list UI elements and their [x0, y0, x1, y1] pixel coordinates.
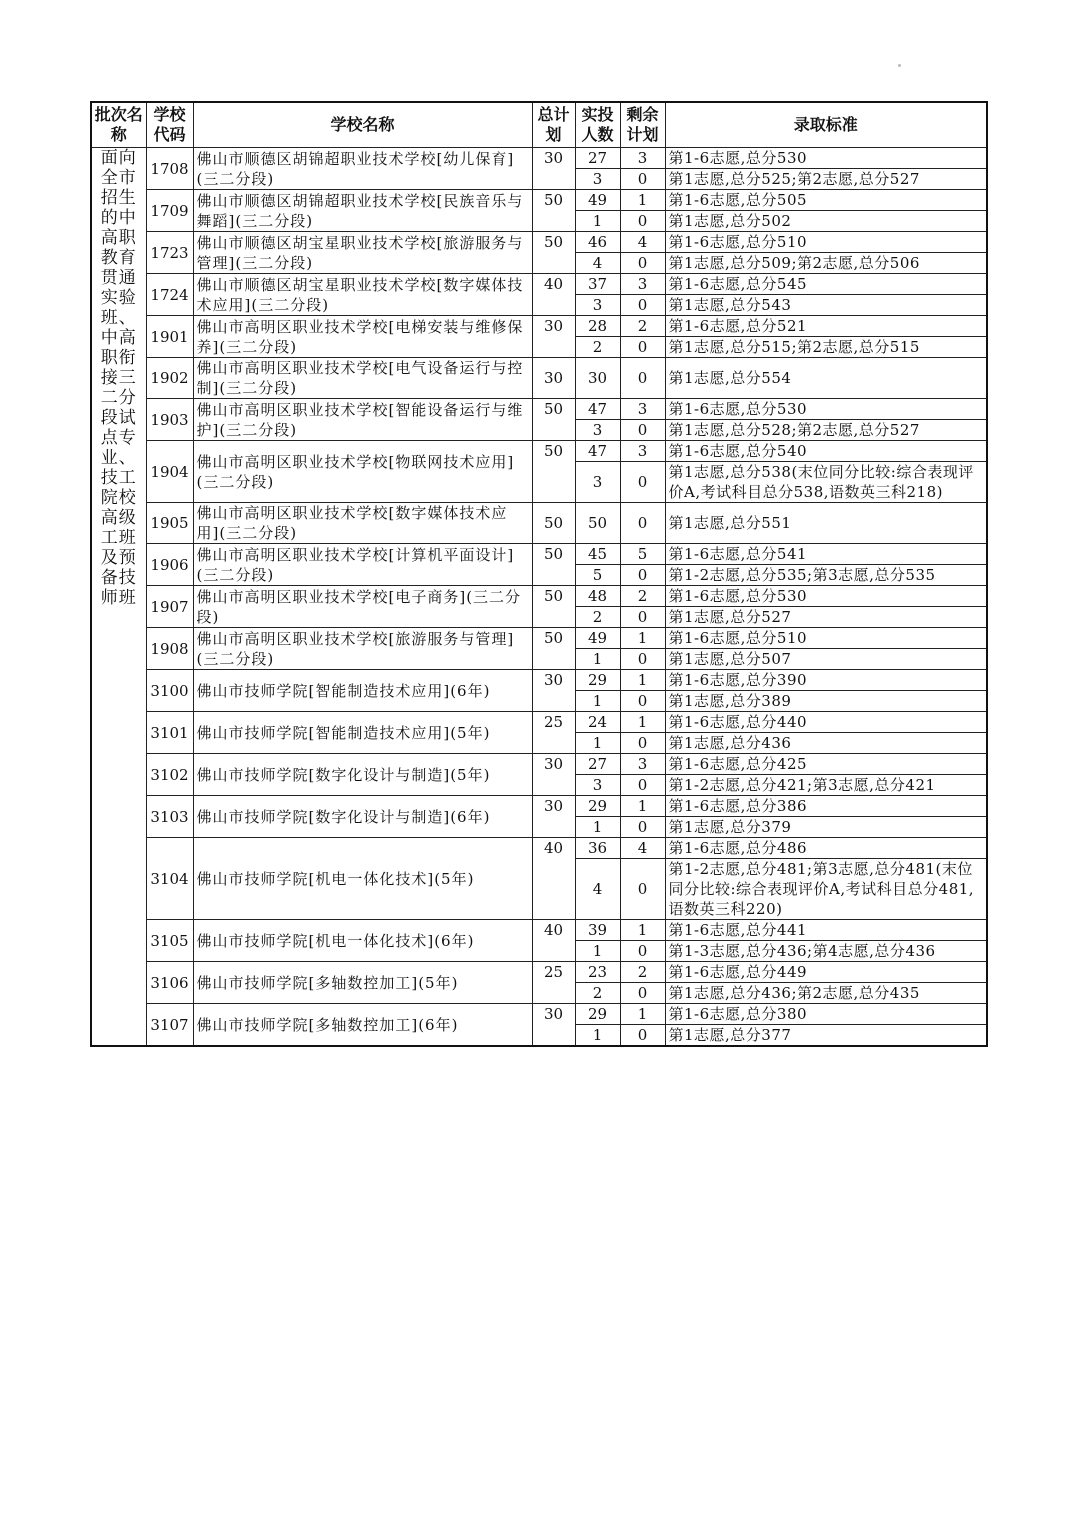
remaining-plan: 1	[620, 920, 665, 941]
remaining-plan: 0	[620, 691, 665, 712]
admission-standard: 第1-6志愿,总分386	[665, 796, 987, 817]
school-name: 佛山市技师学院[数字化设计与制造](5年)	[193, 754, 532, 796]
table-row	[91, 712, 987, 733]
school-name: 佛山市技师学院[智能制造技术应用](6年)	[193, 670, 532, 712]
remaining-plan: 0	[620, 253, 665, 274]
admitted-count: 49	[575, 628, 620, 649]
school-code: 1723	[146, 232, 193, 274]
total-plan: 30	[532, 1004, 575, 1047]
table-row	[91, 358, 987, 399]
admitted-count: 1	[575, 691, 620, 712]
school-code: 3106	[146, 962, 193, 1004]
header-total: 总计划	[532, 102, 575, 148]
school-name: 佛山市高明区职业技术学校[旅游服务与管理](三二分段)	[193, 628, 532, 670]
admitted-count: 2	[575, 983, 620, 1004]
admitted-count: 23	[575, 962, 620, 983]
admission-standard: 第1志愿,总分507	[665, 649, 987, 670]
school-code: 1708	[146, 148, 193, 190]
total-plan: 25	[532, 962, 575, 1004]
school-code: 3102	[146, 754, 193, 796]
admitted-count: 46	[575, 232, 620, 253]
header-school: 学校名称	[193, 102, 532, 148]
admitted-count: 50	[575, 503, 620, 544]
remaining-plan: 0	[620, 337, 665, 358]
table-row	[91, 796, 987, 817]
admission-standard: 第1-6志愿,总分540	[665, 441, 987, 462]
table-row	[91, 544, 987, 565]
admission-standard: 第1志愿,总分554	[665, 358, 987, 399]
admission-standard: 第1-2志愿,总分421;第3志愿,总分421	[665, 775, 987, 796]
remaining-plan: 1	[620, 628, 665, 649]
total-plan: 50	[532, 586, 575, 628]
school-name: 佛山市技师学院[多轴数控加工](5年)	[193, 962, 532, 1004]
admitted-count: 28	[575, 316, 620, 337]
total-plan: 30	[532, 358, 575, 399]
school-name: 佛山市高明区职业技术学校[电梯安装与维修保养](三二分段)	[193, 316, 532, 358]
table-row	[91, 399, 987, 420]
table-row	[91, 503, 987, 544]
table-row	[91, 670, 987, 691]
admission-standard: 第1志愿,总分515;第2志愿,总分515	[665, 337, 987, 358]
admitted-count: 30	[575, 358, 620, 399]
remaining-plan: 3	[620, 274, 665, 295]
school-code: 3103	[146, 796, 193, 838]
admitted-count: 4	[575, 253, 620, 274]
total-plan: 50	[532, 190, 575, 232]
admission-standard: 第1-6志愿,总分441	[665, 920, 987, 941]
admitted-count: 27	[575, 754, 620, 775]
header-code: 学校代码	[146, 102, 193, 148]
table-row	[91, 586, 987, 607]
remaining-plan: 0	[620, 607, 665, 628]
table-row	[91, 962, 987, 983]
remaining-plan: 0	[620, 211, 665, 232]
school-name: 佛山市技师学院[智能制造技术应用](5年)	[193, 712, 532, 754]
admission-standard: 第1-3志愿,总分436;第4志愿,总分436	[665, 941, 987, 962]
school-code: 3104	[146, 838, 193, 920]
school-code: 1903	[146, 399, 193, 441]
total-plan: 50	[532, 628, 575, 670]
admission-standard: 第1志愿,总分379	[665, 817, 987, 838]
table-row	[91, 628, 987, 649]
total-plan: 50	[532, 232, 575, 274]
remaining-plan: 0	[620, 503, 665, 544]
admitted-count: 29	[575, 796, 620, 817]
admitted-count: 1	[575, 1025, 620, 1047]
admitted-count: 24	[575, 712, 620, 733]
table-row	[91, 754, 987, 775]
table-row	[91, 274, 987, 295]
remaining-plan: 1	[620, 796, 665, 817]
remaining-plan: 0	[620, 1025, 665, 1047]
school-code: 1901	[146, 316, 193, 358]
header-admitted: 实投人数	[575, 102, 620, 148]
remaining-plan: 3	[620, 441, 665, 462]
admission-standard: 第1-6志愿,总分521	[665, 316, 987, 337]
admitted-count: 29	[575, 1004, 620, 1025]
total-plan: 50	[532, 544, 575, 586]
total-plan: 50	[532, 399, 575, 441]
admission-standard: 第1-6志愿,总分425	[665, 754, 987, 775]
school-code: 1902	[146, 358, 193, 399]
table-row	[91, 316, 987, 337]
table-row	[91, 1004, 987, 1025]
remaining-plan: 1	[620, 190, 665, 211]
remaining-plan: 3	[620, 148, 665, 169]
school-code: 1904	[146, 441, 193, 503]
total-plan: 30	[532, 148, 575, 190]
total-plan: 30	[532, 670, 575, 712]
admitted-count: 36	[575, 838, 620, 859]
admission-standard: 第1-6志愿,总分510	[665, 232, 987, 253]
header-batch: 批次名称	[91, 102, 146, 148]
admission-standard: 第1志愿,总分527	[665, 607, 987, 628]
admitted-count: 2	[575, 337, 620, 358]
remaining-plan: 4	[620, 232, 665, 253]
admitted-count: 47	[575, 399, 620, 420]
school-name: 佛山市顺德区胡宝星职业技术学校[旅游服务与管理](三二分段)	[193, 232, 532, 274]
admission-standard: 第1-6志愿,总分440	[665, 712, 987, 733]
school-code: 1709	[146, 190, 193, 232]
admission-standard: 第1-6志愿,总分486	[665, 838, 987, 859]
admission-standard: 第1志愿,总分525;第2志愿,总分527	[665, 169, 987, 190]
table-row	[91, 190, 987, 211]
remaining-plan: 0	[620, 941, 665, 962]
admission-standard: 第1-6志愿,总分541	[665, 544, 987, 565]
remaining-plan: 0	[620, 859, 665, 920]
remaining-plan: 0	[620, 817, 665, 838]
school-name: 佛山市顺德区胡锦超职业技术学校[幼儿保育](三二分段)	[193, 148, 532, 190]
school-code: 1724	[146, 274, 193, 316]
admission-standard: 第1志愿,总分551	[665, 503, 987, 544]
admission-standard: 第1-6志愿,总分390	[665, 670, 987, 691]
total-plan: 50	[532, 503, 575, 544]
remaining-plan: 3	[620, 399, 665, 420]
school-name: 佛山市顺德区胡锦超职业技术学校[民族音乐与舞蹈](三二分段)	[193, 190, 532, 232]
remaining-plan: 0	[620, 983, 665, 1004]
admission-standard: 第1-2志愿,总分535;第3志愿,总分535	[665, 565, 987, 586]
total-plan: 25	[532, 712, 575, 754]
remaining-plan: 0	[620, 649, 665, 670]
admission-standard: 第1-6志愿,总分505	[665, 190, 987, 211]
school-name: 佛山市高明区职业技术学校[智能设备运行与维护](三二分段)	[193, 399, 532, 441]
table-row	[91, 441, 987, 462]
table-row	[91, 148, 987, 169]
admission-standard: 第1-6志愿,总分510	[665, 628, 987, 649]
admission-standard: 第1-2志愿,总分481;第3志愿,总分481(末位同分比较:综合表现评价A,考试科目总分481,语数英三科220)	[665, 859, 987, 920]
school-code: 3100	[146, 670, 193, 712]
school-code: 1907	[146, 586, 193, 628]
school-name: 佛山市技师学院[机电一体化技术](6年)	[193, 920, 532, 962]
scan-dot	[898, 64, 901, 67]
admitted-count: 37	[575, 274, 620, 295]
admitted-count: 49	[575, 190, 620, 211]
admitted-count: 1	[575, 649, 620, 670]
admitted-count: 1	[575, 817, 620, 838]
batch-name-cell	[91, 148, 146, 1047]
admission-standard: 第1-6志愿,总分545	[665, 274, 987, 295]
school-name: 佛山市技师学院[数字化设计与制造](6年)	[193, 796, 532, 838]
admission-standard: 第1-6志愿,总分380	[665, 1004, 987, 1025]
header-row	[91, 102, 987, 148]
admitted-count: 3	[575, 462, 620, 503]
admission-document	[90, 101, 986, 1047]
admitted-count: 3	[575, 295, 620, 316]
school-code: 3105	[146, 920, 193, 962]
remaining-plan: 5	[620, 544, 665, 565]
total-plan: 40	[532, 920, 575, 962]
school-name: 佛山市高明区职业技术学校[电气设备运行与控制](三二分段)	[193, 358, 532, 399]
admitted-count: 45	[575, 544, 620, 565]
admission-standard: 第1志愿,总分543	[665, 295, 987, 316]
remaining-plan: 2	[620, 962, 665, 983]
admitted-count: 5	[575, 565, 620, 586]
school-code: 3107	[146, 1004, 193, 1047]
total-plan: 50	[532, 441, 575, 503]
table-body	[91, 148, 987, 1047]
admission-standard: 第1志愿,总分436	[665, 733, 987, 754]
school-code: 1908	[146, 628, 193, 670]
admitted-count: 3	[575, 420, 620, 441]
school-name: 佛山市高明区职业技术学校[物联网技术应用](三二分段)	[193, 441, 532, 503]
school-code: 3101	[146, 712, 193, 754]
remaining-plan: 0	[620, 169, 665, 190]
admission-standard: 第1-6志愿,总分530	[665, 399, 987, 420]
batch-name: 面向全市招生的中高职教育贯通实验班、中高职衔接三二分段试点专业、技工院校高级工班及预备技师班	[100, 148, 137, 608]
admission-standard: 第1-6志愿,总分530	[665, 148, 987, 169]
total-plan: 40	[532, 274, 575, 316]
remaining-plan: 0	[620, 358, 665, 399]
total-plan: 30	[532, 796, 575, 838]
admitted-count: 29	[575, 670, 620, 691]
school-code: 1906	[146, 544, 193, 586]
admission-standard: 第1志愿,总分538(末位同分比较:综合表现评价A,考试科目总分538,语数英三科218)	[665, 462, 987, 503]
admitted-count: 47	[575, 441, 620, 462]
admission-standard: 第1志愿,总分528;第2志愿,总分527	[665, 420, 987, 441]
admitted-count: 3	[575, 775, 620, 796]
remaining-plan: 0	[620, 733, 665, 754]
remaining-plan: 0	[620, 775, 665, 796]
remaining-plan: 0	[620, 295, 665, 316]
admission-standard: 第1志愿,总分502	[665, 211, 987, 232]
admission-standard: 第1志愿,总分389	[665, 691, 987, 712]
remaining-plan: 2	[620, 316, 665, 337]
total-plan: 30	[532, 754, 575, 796]
school-code: 1905	[146, 503, 193, 544]
total-plan: 40	[532, 838, 575, 920]
school-name: 佛山市技师学院[多轴数控加工](6年)	[193, 1004, 532, 1047]
remaining-plan: 1	[620, 670, 665, 691]
remaining-plan: 2	[620, 586, 665, 607]
table-row	[91, 232, 987, 253]
admission-standard: 第1-6志愿,总分449	[665, 962, 987, 983]
admitted-count: 3	[575, 169, 620, 190]
admission-table	[90, 101, 988, 1047]
school-name: 佛山市高明区职业技术学校[数字媒体技术应用](三二分段)	[193, 503, 532, 544]
remaining-plan: 0	[620, 565, 665, 586]
header-standard: 录取标准	[665, 102, 987, 148]
remaining-plan: 4	[620, 838, 665, 859]
admitted-count: 1	[575, 733, 620, 754]
school-name: 佛山市高明区职业技术学校[计算机平面设计](三二分段)	[193, 544, 532, 586]
admission-standard: 第1志愿,总分377	[665, 1025, 987, 1047]
admitted-count: 2	[575, 607, 620, 628]
admitted-count: 4	[575, 859, 620, 920]
total-plan: 30	[532, 316, 575, 358]
remaining-plan: 1	[620, 712, 665, 733]
admitted-count: 1	[575, 941, 620, 962]
remaining-plan: 0	[620, 462, 665, 503]
admitted-count: 48	[575, 586, 620, 607]
admission-standard: 第1志愿,总分436;第2志愿,总分435	[665, 983, 987, 1004]
admission-standard: 第1志愿,总分509;第2志愿,总分506	[665, 253, 987, 274]
school-name: 佛山市技师学院[机电一体化技术](5年)	[193, 838, 532, 920]
school-name: 佛山市顺德区胡宝星职业技术学校[数字媒体技术应用](三二分段)	[193, 274, 532, 316]
admitted-count: 27	[575, 148, 620, 169]
school-name: 佛山市高明区职业技术学校[电子商务](三二分段)	[193, 586, 532, 628]
header-remaining: 剩余计划	[620, 102, 665, 148]
remaining-plan: 1	[620, 1004, 665, 1025]
table-row	[91, 838, 987, 859]
remaining-plan: 3	[620, 754, 665, 775]
admitted-count: 39	[575, 920, 620, 941]
admission-standard: 第1-6志愿,总分530	[665, 586, 987, 607]
remaining-plan: 0	[620, 420, 665, 441]
admitted-count: 1	[575, 211, 620, 232]
table-row	[91, 920, 987, 941]
